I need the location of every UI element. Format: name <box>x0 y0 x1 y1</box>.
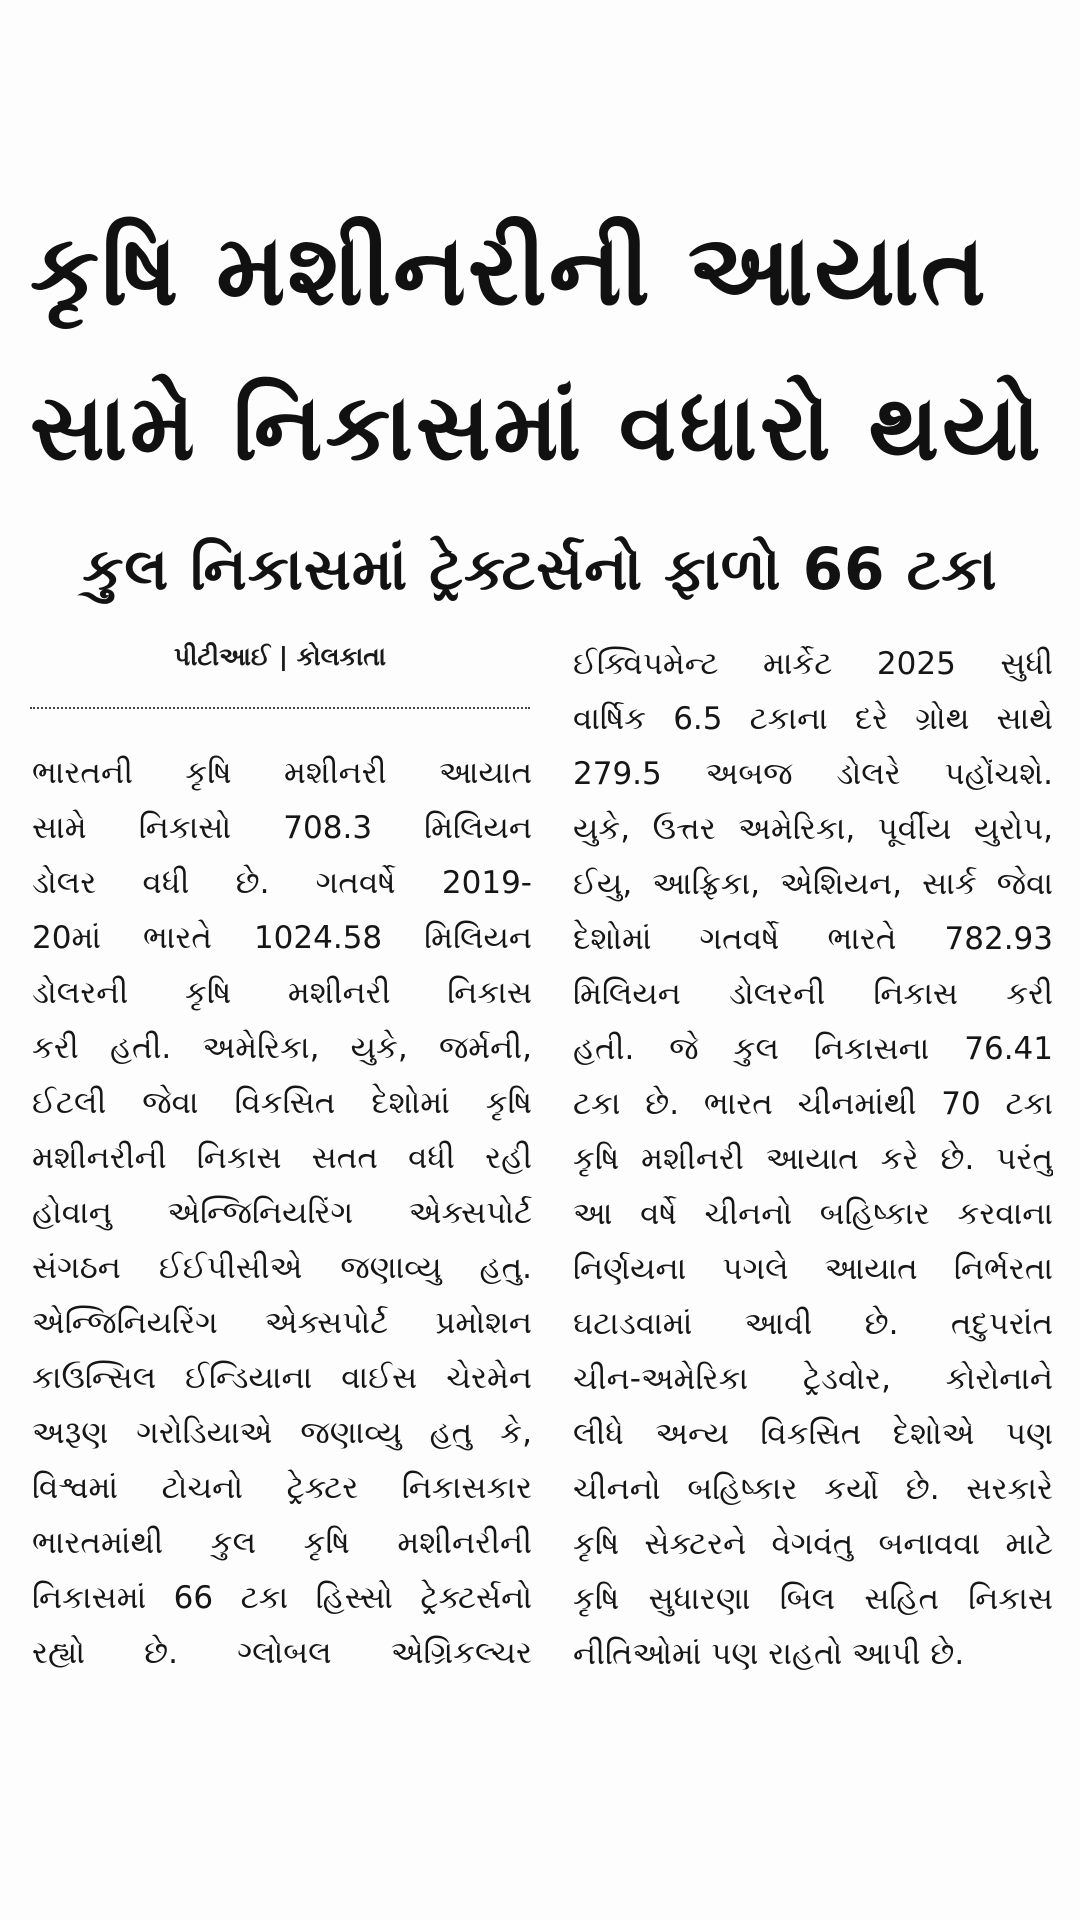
text-line: સામે નિકાસો 708.3 મિલિયન <box>32 810 532 846</box>
headline-line-1: કૃષિ મશીનરીની આયાત <box>30 214 988 328</box>
text-line: ચીનનો બહિષ્કાર કર્યો છે. સરકારે <box>573 1471 1053 1507</box>
text-line: સંગઠન ઈઈપીસીએ જણાવ્યુ હતુ. <box>32 1250 532 1286</box>
text-line: ડોલર વધી છે. ગતવર્ષે 2019- <box>32 865 532 901</box>
article-column-left <box>32 746 532 1681</box>
text-line: એન્જિનિયરિંગ એક્સપોર્ટ પ્રમોશન <box>32 1305 532 1341</box>
text-line: હોવાનુ એન્જિનિયરિંગ એક્સપોર્ટ <box>32 1195 532 1231</box>
text-line: કૃષિ સુધારણા બિલ સહિત નિકાસ <box>573 1581 1053 1617</box>
byline-divider <box>30 707 530 709</box>
text-line: હતી. જે કુલ નિકાસના 76.41 <box>573 1031 1053 1067</box>
text-line: 279.5 અબજ ડોલરે પહોંચશે. <box>573 756 1053 792</box>
text-line: વાર્ષિક 6.5 ટકાના દરે ગ્રોથ સાથે <box>573 701 1053 737</box>
text-line: મશીનરીની નિકાસ સતત વધી રહી <box>32 1140 532 1176</box>
text-line: ભારતની કૃષિ મશીનરી આયાત <box>32 755 532 791</box>
text-line: કાઉન્સિલ ઈન્ડિયાના વાઈસ ચેરમેન <box>32 1360 532 1396</box>
text-line: નિર્ણયના પગલે આયાત નિર્ભરતા <box>573 1251 1053 1287</box>
text-line: ઈયુ, આફ્રિકા, એશિયન, સાર્ક જેવા <box>573 866 1053 902</box>
text-line: કૃષિ સેક્ટરને વેગવંતુ બનાવવા માટે <box>573 1526 1053 1562</box>
subheadline: કુલ નિકાસમાં ટ્રેક્ટર્સનો ફાળો 66 ટકા <box>82 535 998 603</box>
text-line: વિશ્વમાં ટોચનો ટ્રેક્ટર નિકાસકાર <box>32 1470 532 1506</box>
text-line: અરૂણ ગરોડિયાએ જણાવ્યુ હતુ કે, <box>32 1415 532 1451</box>
text-line: કૃષિ મશીનરી આયાત કરે છે. પરંતુ <box>573 1141 1053 1177</box>
text-line: ડોલરની કૃષિ મશીનરી નિકાસ <box>32 975 532 1011</box>
headline-line-2: સામે નિકાસમાં વધારો થયો <box>30 374 1044 481</box>
text-line: ઈટલી જેવા વિકસિત દેશોમાં કૃષિ <box>32 1085 532 1121</box>
text-line: લીધે અન્ય વિકસિત દેશોએ પણ <box>573 1416 1053 1452</box>
text-line: ટકા છે. ભારત ચીનમાંથી 70 ટકા <box>573 1086 1053 1122</box>
text-line: યુકે, ઉત્તર અમેરિકા, પૂર્વીય યુરોપ, <box>573 811 1053 847</box>
text-line: 20માં ભારતે 1024.58 મિલિયન <box>32 920 532 956</box>
text-line: ઘટાડવામાં આવી છે. તદુપરાંત <box>573 1306 1053 1342</box>
text-line: આ વર્ષે ચીનનો બહિષ્કાર કરવાના <box>573 1196 1053 1232</box>
text-line: કરી હતી. અમેરિકા, યુકે, જર્મની, <box>32 1030 532 1066</box>
text-line: ઈક્વિપમેન્ટ માર્કેટ 2025 સુધી <box>573 646 1053 682</box>
text-line: દેશોમાં ગતવર્ષે ભારતે 782.93 <box>573 921 1053 957</box>
text-line: મિલિયન ડોલરની નિકાસ કરી <box>573 976 1053 1012</box>
text-line: નીતિઓમાં પણ રાહતો આપી છે. <box>573 1636 965 1672</box>
text-line: ભારતમાંથી કુલ કૃષિ મશીનરીની <box>32 1525 532 1561</box>
text-line: રહ્યો છે. ગ્લોબલ એગ્રિકલ્ચર <box>32 1635 532 1671</box>
article-column-right <box>573 637 1053 1682</box>
byline: પીટીઆઈ | કોલકાતા <box>174 642 386 671</box>
text-line: નિકાસમાં 66 ટકા હિસ્સો ટ્રેક્ટર્સનો <box>32 1580 532 1616</box>
text-line: ચીન-અમેરિકા ટ્રેડવોર, કોરોનાને <box>573 1361 1053 1397</box>
